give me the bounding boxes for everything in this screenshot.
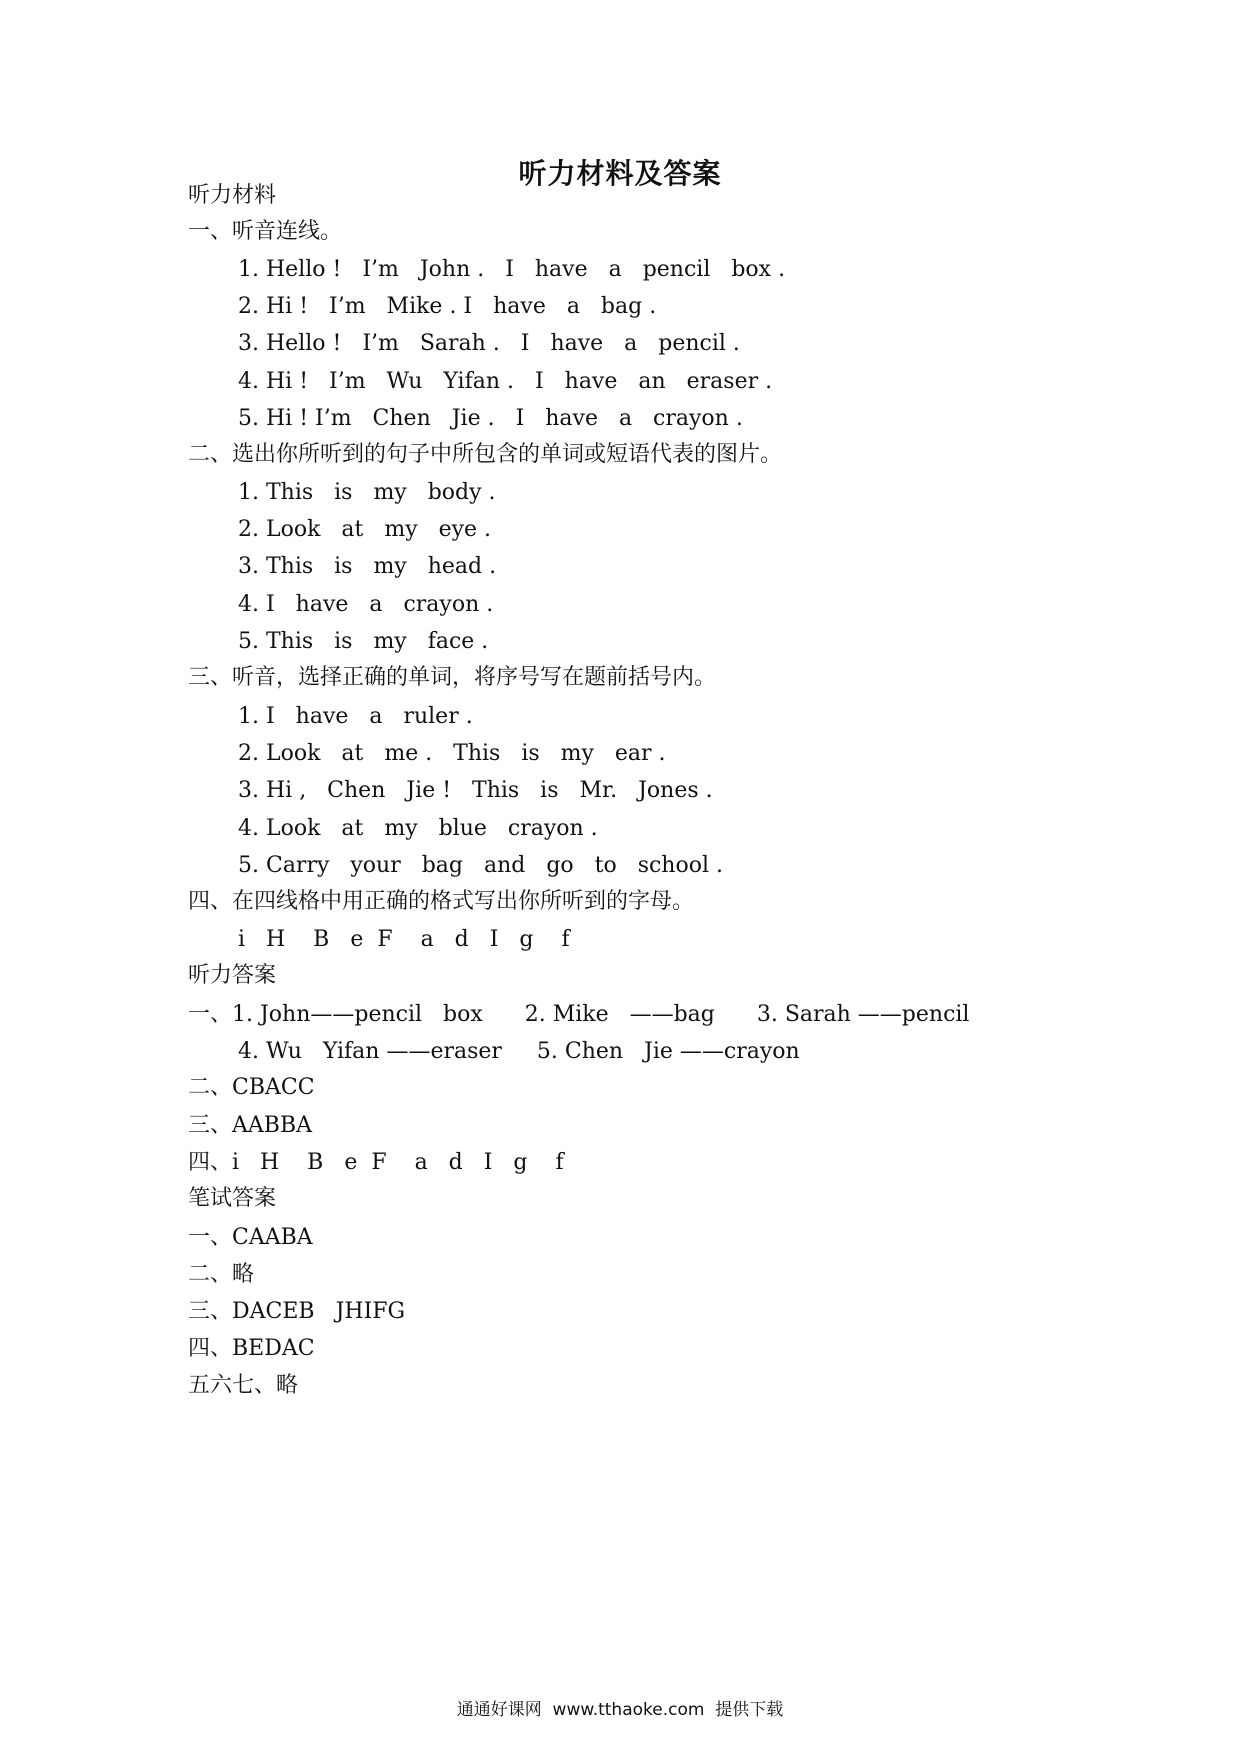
part2-item: 1. This is my body .: [238, 480, 496, 505]
part2-item: 5. This is my face .: [238, 629, 489, 654]
part3-item: 1. I have a ruler .: [238, 704, 473, 729]
written-answers-heading: 笔试答案: [188, 1186, 277, 1211]
part3-item: 5. Carry your bag and go to school .: [238, 853, 723, 878]
part1-heading: 一、听音连线。: [188, 219, 343, 244]
part1-item: 4. Hi ! I’m Wu Yifan . I have an eraser .: [238, 369, 773, 394]
answer-part3: 三、AABBA: [188, 1113, 312, 1138]
part3-item: 2. Look at me . This is my ear .: [238, 741, 666, 766]
part1-item: 3. Hello ! I’m Sarah . I have a pencil .: [238, 331, 740, 356]
part3-item: 3. Hi , Chen Jie ! This is Mr. Jones .: [238, 778, 713, 803]
listening-answers-heading: 听力答案: [188, 963, 277, 988]
answer-part2: 二、CBACC: [188, 1075, 315, 1100]
written-answer-part3: 三、DACEB JHIFG: [188, 1299, 406, 1324]
answer-part4: 四、i H B e F a d I g f: [188, 1150, 564, 1175]
part1-item: 2. Hi ! I’m Mike . I have a bag .: [238, 294, 657, 319]
part2-heading: 二、选出你所听到的句子中所包含的单词或短语代表的图片。: [188, 442, 783, 467]
answer-part1-line2: 4. Wu Yifan ——eraser 5. Chen Jie ——crayon: [238, 1039, 800, 1064]
footer-text: 通通好课网 www.tthaoke.com 提供下载: [456, 1700, 784, 1720]
part1-item: 1. Hello ! I’m John . I have a pencil box .: [238, 257, 786, 282]
written-answer-part2: 二、略: [188, 1262, 255, 1287]
part3-item: 4. Look at my blue crayon .: [238, 816, 598, 841]
answer-part1-line1: 一、1. John——pencil box 2. Mike ——bag 3. Sarah ——pencil: [188, 1002, 970, 1027]
part2-item: 2. Look at my eye .: [238, 517, 492, 542]
written-answer-part4: 四、BEDAC: [188, 1336, 315, 1361]
part4-letters: i H B e F a d I g f: [238, 927, 570, 952]
page-title: 听力材料及答案: [518, 157, 722, 190]
written-answer-part1: 一、CAABA: [188, 1225, 313, 1250]
part3-heading: 三、听音，选择正确的单词，将序号写在题前括号内。: [188, 665, 717, 690]
written-answer-part5-7: 五六七、略: [188, 1373, 299, 1398]
part4-heading: 四、在四线格中用正确的格式写出你所听到的字母。: [188, 889, 695, 914]
listening-materials-heading: 听力材料: [188, 183, 277, 208]
part1-item: 5. Hi ! I’m Chen Jie . I have a crayon .: [238, 406, 743, 431]
part2-item: 3. This is my head .: [238, 554, 497, 579]
part2-item: 4. I have a crayon .: [238, 592, 494, 617]
